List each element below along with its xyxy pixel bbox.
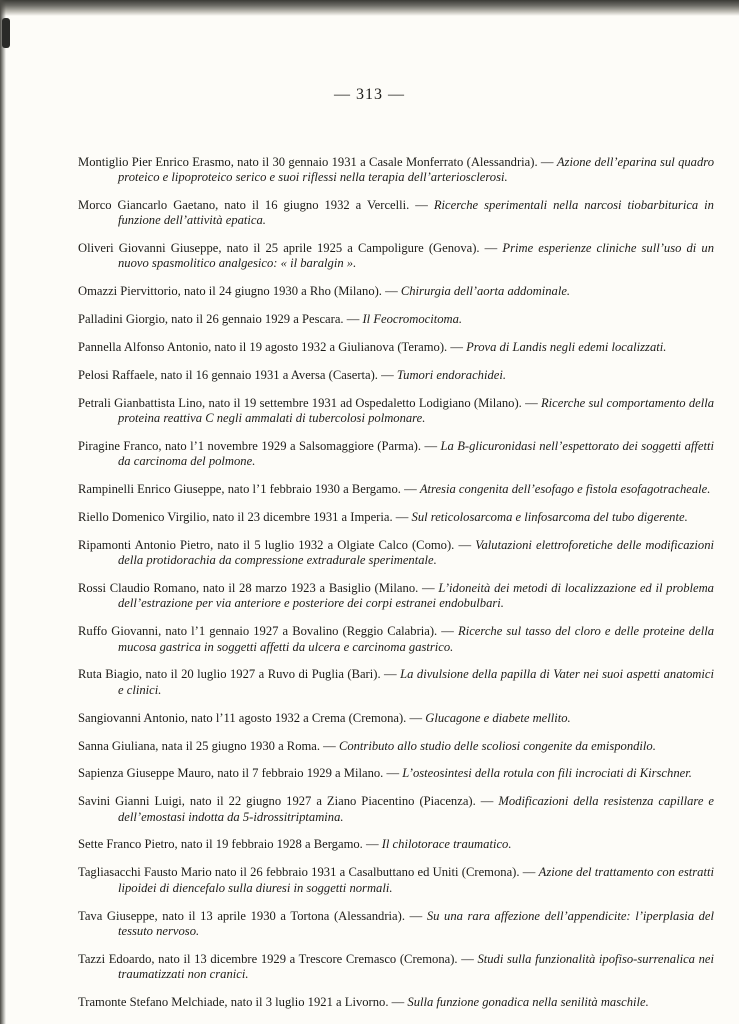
- entry-title: Valutazioni elettroforetiche delle modificazioni della protidorachia da compressione extradurale sperimentale.: [118, 537, 714, 568]
- list-item: [78, 312, 714, 327]
- page-number: — 313 —: [334, 86, 405, 103]
- entry-title: Azione del trattamento con estratti lipoidei di diencefalo sulla diuresi in soggetti normali.: [118, 865, 714, 895]
- entry-title: Ricerche sul comportamento della proteina reattiva C negli ammalati di tubercolosi polmonare.: [118, 395, 715, 426]
- entry-title: Prova di Landis negli edemi localizzati.: [466, 339, 667, 354]
- entry-author: Ruta Biagio, nato il 20 luglio 1927 a Ruvo di Puglia (Bari). —: [78, 667, 397, 682]
- list-item: [78, 711, 714, 726]
- entry-author: Ripamonti Antonio Pietro, nato il 5 luglio 1932 a Olgiate Calco (Como). —: [78, 537, 472, 552]
- entry-title: Studi sulla funzionalità ipofiso-surrenalica nei traumatizzati non cranici.: [118, 951, 714, 982]
- entry-title: Sulla funzione gonadica nella senilità maschile.: [407, 994, 649, 1009]
- entry-title: Sul reticolosarcoma e linfosarcoma del tubo digerente.: [411, 509, 688, 524]
- list-item: [78, 439, 714, 470]
- entry-author: Sanna Giuliana, nata il 25 giugno 1930 a Roma. —: [78, 738, 336, 753]
- entry-author: Rossi Claudio Romano, nato il 28 marzo 1923 a Basiglio (Milano. —: [78, 581, 435, 596]
- list-item: [78, 667, 714, 698]
- entry-title: Modificazioni della resistenza capillare e dell’emostasi indotta da 5-idrossitriptamina.: [118, 794, 715, 824]
- list-item: [78, 340, 714, 355]
- list-item: [78, 482, 714, 497]
- list-item: [78, 510, 714, 525]
- entry-author: Omazzi Piervittorio, nato il 24 giugno 1930 a Rho (Milano). —: [78, 284, 398, 299]
- list-item: [78, 909, 714, 940]
- list-item: [78, 284, 714, 299]
- thesis-list: [78, 142, 714, 1012]
- entry-title: Ricerche sperimentali nella narcosi tiobarbiturica in funzione dell’attività epatica.: [118, 197, 714, 228]
- list-item: [78, 581, 714, 612]
- list-item: [78, 995, 714, 1010]
- list-item: [78, 837, 714, 852]
- list-item: [78, 624, 714, 655]
- scan-top-edge: [0, 0, 739, 16]
- entry-author: Ruffo Giovanni, nato l’1 gennaio 1927 a Bovalino (Reggio Calabria). —: [78, 624, 454, 639]
- list-item: [78, 396, 714, 427]
- list-item: [78, 952, 714, 983]
- list-item: [78, 198, 714, 229]
- entry-author: Sette Franco Pietro, nato il 19 febbraio 1928 a Bergamo. —: [78, 837, 379, 852]
- entry-author: Tramonte Stefano Melchiade, nato il 3 luglio 1921 a Livorno. —: [78, 994, 405, 1009]
- entry-author: Tazzi Edoardo, nato il 13 dicembre 1929 a Trescore Cremasco (Cremona). —: [78, 951, 474, 966]
- entry-title: Su una rara affezione dell’appendicite: l’iperplasia del tessuto nervoso.: [118, 908, 715, 938]
- entry-title: Chirurgia dell’aorta addominale.: [400, 284, 571, 299]
- scan-left-edge: [0, 0, 6, 1024]
- list-item: [78, 865, 714, 896]
- list-item: [78, 155, 714, 186]
- entry-title: Azione dell’eparina sul quadro proteico e lipoproteico serico e suoi riflessi nella terapia dell’arteriosclerosi.: [118, 154, 714, 184]
- entry-author: Morco Giancarlo Gaetano, nato il 16 giugno 1932 a Vercelli. —: [78, 197, 428, 212]
- entry-title: Tumori endorachidei.: [396, 367, 506, 382]
- entry-title: Contributo allo studio delle scoliosi congenite da emispondilo.: [338, 738, 656, 753]
- entry-author: Oliveri Giovanni Giuseppe, nato il 25 aprile 1925 a Campoligure (Genova). —: [78, 240, 498, 255]
- entry-title: Prime esperienze cliniche sull’uso di un nuovo spasmolitico analgesico: « il baralgin ».: [118, 240, 715, 271]
- entry-title: L’idoneità dei metodi di localizzazione ed il problema dell’estrazione per via anteriore e posteriore dei corpi estranei endobulbari.: [118, 581, 714, 611]
- entry-author: Sangiovanni Antonio, nato l’11 agosto 1932 a Crema (Cremona). —: [78, 710, 423, 725]
- list-item: [78, 241, 714, 272]
- binding-mark: [2, 18, 10, 48]
- entry-author: Sapienza Giuseppe Mauro, nato il 7 febbraio 1929 a Milano. —: [78, 766, 400, 781]
- list-item: [78, 794, 714, 825]
- entry-title: La B-glicuronidasi nell’espettorato dei soggetti affetti da carcinoma del polmone.: [118, 438, 714, 469]
- entry-author: Palladini Giorgio, nato il 26 gennaio 1929 a Pescara. —: [78, 312, 360, 327]
- list-item: [78, 368, 714, 383]
- entry-author: Savini Gianni Luigi, nato il 22 giugno 1927 a Ziano Piacentino (Piacenza). —: [78, 794, 494, 809]
- entry-title: La divulsione della papilla di Vater nei suoi aspetti anatomici e clinici.: [118, 667, 714, 697]
- entry-author: Montiglio Pier Enrico Erasmo, nato il 30 gennaio 1931 a Casale Monferrato (Alessandria). —: [78, 154, 554, 169]
- entry-author: Tagliasacchi Fausto Mario nato il 26 febbraio 1931 a Casalbuttano ed Uniti (Cremona). —: [78, 865, 536, 880]
- list-item: [78, 739, 714, 754]
- entry-author: Rampinelli Enrico Giuseppe, nato l’1 febbraio 1930 a Bergamo. —: [78, 482, 417, 497]
- entry-author: Pelosi Raffaele, nato il 16 gennaio 1931 a Aversa (Caserta). —: [78, 367, 394, 382]
- list-item: [78, 538, 714, 569]
- entry-author: Riello Domenico Virgilio, nato il 23 dicembre 1931 a Imperia. —: [78, 509, 409, 524]
- entry-author: Tava Giuseppe, nato il 13 aprile 1930 a Tortona (Alessandria). —: [78, 908, 423, 923]
- entry-author: Piragine Franco, nato l’1 novembre 1929 a Salsomaggiore (Parma). —: [78, 438, 438, 453]
- entry-title: Atresia congenita dell’esofago e fistola esofagotracheale.: [419, 482, 711, 497]
- entry-title: L’osteosintesi della rotula con fili incrociati di Kirschner.: [402, 766, 692, 781]
- entry-title: Glucagone e diabete mellito.: [425, 710, 571, 725]
- list-item: [78, 766, 714, 781]
- entry-author: Petrali Gianbattista Lino, nato il 19 settembre 1931 ad Ospedaletto Lodigiano (Milano). —: [78, 395, 538, 410]
- entry-author: Pannella Alfonso Antonio, nato il 19 agosto 1932 a Giulianova (Teramo). —: [78, 339, 463, 354]
- entry-title: Ricerche sul tasso del cloro e delle proteine della mucosa gastrica in soggetti affetti da ulcera e carcinoma gastrico.: [118, 624, 714, 654]
- entry-title: Il Feocromocitoma.: [362, 312, 463, 327]
- entry-title: Il chilotorace traumatico.: [381, 837, 512, 852]
